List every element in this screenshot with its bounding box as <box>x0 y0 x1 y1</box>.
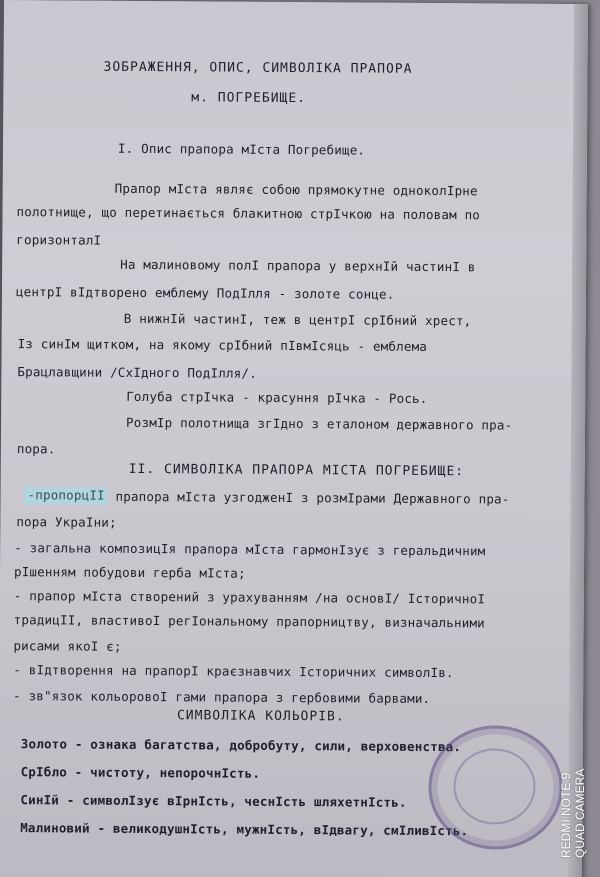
official-stamp <box>428 725 563 850</box>
section2-line: пора УкраIни; <box>16 514 117 530</box>
stamp-inner-ring <box>453 748 536 825</box>
section1-line: На малиновому полI прапора у верхнIй частинI в <box>120 256 476 275</box>
section2-line: - вIдтворення на прапорI краєзнавчих Iсторичних символIв. <box>13 662 454 681</box>
section3-heading: СИМВОЛІКА КОЛЬОРІВ. <box>176 708 345 725</box>
camera-watermark <box>560 769 588 858</box>
camera-model-text: REDMI NOTE 9 <box>559 772 573 858</box>
section2-heading: II. СИМВОЛІКА ПРАПОРА МІСТА ПОГРЕБИЩЕ: <box>128 461 465 480</box>
section1-line: Із синIм щитком, на якому срIбний пIвмIсяць - емблема <box>17 336 428 354</box>
color-meaning-line: СинIй - символIзує вIрнIсть, чеснIсть шляхетнIсть. <box>20 792 407 810</box>
color-meaning-line: Малиновий - великодушнIсть, мужнIсть, вIдвагу, смIливIсть. <box>20 820 469 839</box>
section1-line: горизонталI <box>16 232 102 248</box>
document-title-line2: м. ПОГРЕБИЩЕ. <box>191 90 307 107</box>
section2-line: - прапор мIста створений з урахуванням /на основI/ IсторичноI <box>13 588 486 607</box>
section2-line: рIшенням побудови герба мIста; <box>13 564 246 581</box>
section1-line: РозмIр полотнища згIдно з еталоном державного пра- <box>126 414 513 433</box>
section1-heading: I. Опис прапора мIста Погребище. <box>117 140 366 158</box>
section1-line: пора. <box>16 441 56 457</box>
section2-line: - зв"язок кольоровоI гами прапора з гербовими барвами. <box>13 688 431 706</box>
color-meaning-line: СрIбло - чистоту, непорочнIсть. <box>20 764 261 781</box>
section2-line: - загальна композицIя прапора мIста гармонIзує з геральдичним <box>14 540 486 559</box>
color-meaning-line: Золото - ознака багатства, добробуту, сили, верховенства. <box>20 736 462 755</box>
section1-line: центрI вIдтворено емблему ПодIлля - золоте сонце. <box>15 284 395 302</box>
section1-line: Брацлавщини /СхIдного ПодIлля/. <box>17 364 257 381</box>
section1-line: Прапор мIста являє собою прямокутне одноколIрне <box>114 180 478 199</box>
section1-line: В нижнIй частинI, теж в центрI срIбний хрест, <box>123 310 472 329</box>
camera-type-text: QUAD CAMERA <box>572 768 587 858</box>
document-title-line1: ЗОБРАЖЕННЯ, ОПИС, СИМВОЛІКА ПРАПОРА <box>103 59 413 77</box>
section2-line: рисами якоI є; <box>13 638 122 654</box>
highlighted-word: -пропорцII <box>24 487 107 504</box>
section1-line: Голуба стрIчка - красуння рIчка - Рось. <box>126 388 428 406</box>
section1-line: полотнище, що перетинається блакитною стрIчкою на половам по <box>16 204 481 223</box>
page-edge <box>568 4 588 877</box>
section2-line: традицII, властивоI регIональному прапорництву, визначальними <box>13 612 485 631</box>
section2-line: прапора мIста узгодженI з розмIрами Державного пра- <box>115 488 510 507</box>
